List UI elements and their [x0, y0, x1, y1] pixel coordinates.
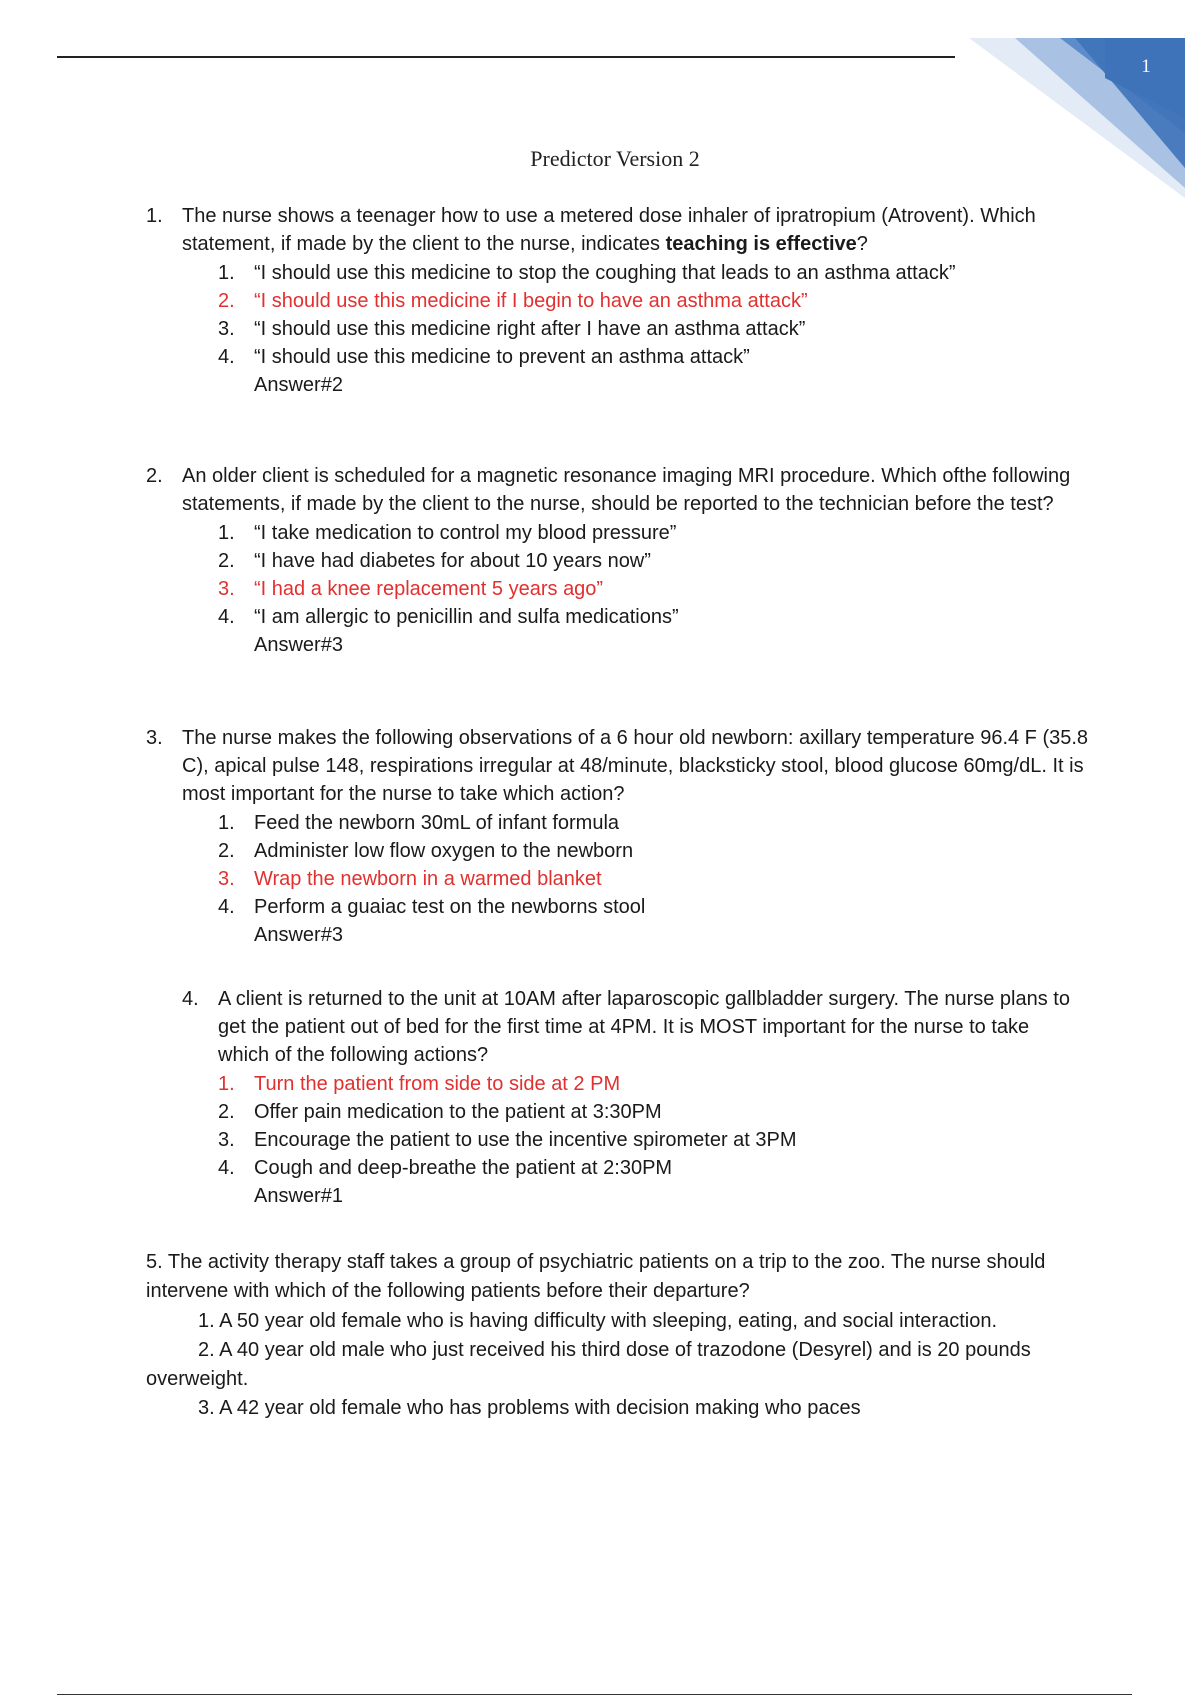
- question-stem: [146, 462, 1086, 518]
- option-4: 4. Perform a guaiac test on the newborns stool: [218, 896, 646, 918]
- document-title: Predictor Version 2: [530, 146, 700, 171]
- option-2: 2. A 40 year old male who just received his third dose of trazodone (Desyrel) and is 20 pounds overweight.: [146, 1339, 1031, 1390]
- option-1-correct: 1. Turn the patient from side to side at 2 PM: [218, 1073, 621, 1095]
- footer-rule: [57, 1694, 1132, 1695]
- option-1: 1. A 50 year old female who is having difficulty with sleeping, eating, and social interaction.: [198, 1310, 997, 1332]
- option-list: [182, 1070, 1082, 1182]
- option-2: 2. Offer pain medication to the patient at 3:30PM: [218, 1101, 662, 1123]
- question-number: 1.: [146, 205, 163, 227]
- question-5: [146, 1248, 1086, 1423]
- option-4: 4. “I should use this medicine to prevent an asthma attack”: [218, 346, 750, 368]
- stem-emphasis: teaching is effective: [665, 233, 857, 255]
- option-list: [146, 519, 1086, 631]
- option-2: 2. Administer low flow oxygen to the newborn: [218, 840, 634, 862]
- question-number: 3.: [146, 727, 163, 749]
- header-rule: [57, 56, 955, 58]
- question-2: [146, 462, 1086, 659]
- answer-key: Answer#3: [254, 924, 343, 946]
- question-3: [146, 724, 1096, 949]
- question-stem: [146, 724, 1096, 808]
- answer-key: Answer#3: [254, 634, 343, 656]
- question-number: 4.: [182, 988, 199, 1010]
- stem-text: An older client is scheduled for a magnetic resonance imaging MRI procedure. Which ofthe following statements, if made by the client to the nurse, should be reported to the technician before the test?: [182, 465, 1071, 515]
- option-1: 1. “I should use this medicine to stop the coughing that leads to an asthma attack”: [218, 262, 956, 284]
- answer-key: Answer#1: [254, 1185, 343, 1207]
- page-number: 1: [1141, 56, 1151, 77]
- stem-text-end: ?: [856, 233, 868, 255]
- option-1: 1. “I take medication to control my blood pressure”: [218, 522, 677, 544]
- question-stem: [182, 985, 1082, 1069]
- question-stem: [146, 1248, 1086, 1306]
- option-3: 3. A 42 year old female who has problems with decision making who paces: [198, 1397, 861, 1419]
- question-stem: [146, 202, 1086, 258]
- option-3-correct: 3. Wrap the newborn in a warmed blanket: [218, 868, 602, 890]
- question-4: [182, 985, 1082, 1210]
- option-4: 4. “I am allergic to penicillin and sulfa medications”: [218, 606, 679, 628]
- option-list: [146, 259, 1086, 371]
- option-2-correct: 2. “I should use this medicine if I begin to have an asthma attack”: [218, 290, 808, 312]
- option-list: [146, 809, 1096, 921]
- stem-text: The nurse shows a teenager how to use a metered dose inhaler of ipratropium (Atrovent). Which statement, if made by the client to the nurse, indicates: [182, 205, 1036, 255]
- question-number: 5.: [146, 1251, 163, 1273]
- option-1: 1. Feed the newborn 30mL of infant formula: [218, 812, 620, 834]
- answer-key: Answer#2: [254, 374, 343, 396]
- question-1: [146, 202, 1086, 399]
- stem-text: The activity therapy staff takes a group of psychiatric patients on a trip to the zoo. The nurse should intervene with which of the following patients before their departure?: [146, 1251, 1046, 1302]
- option-4: 4. Cough and deep-breathe the patient at 2:30PM: [218, 1157, 673, 1179]
- stem-text: The nurse makes the following observations of a 6 hour old newborn: axillary temperature 96.4 F (35.8 C), apical pulse 148, respirations irregular at 48/minute, blacksticky stool, blood glucose 60mg/dL. It is most important for the nurse to take which action?: [182, 727, 1089, 805]
- option-2: 2. “I have had diabetes for about 10 years now”: [218, 550, 651, 572]
- option-3: 3. Encourage the patient to use the incentive spirometer at 3PM: [218, 1129, 797, 1151]
- option-3-correct: 3. “I had a knee replacement 5 years ago”: [218, 578, 604, 600]
- option-list: [146, 1307, 1086, 1423]
- option-3: 3. “I should use this medicine right after I have an asthma attack”: [218, 318, 806, 340]
- stem-text: A client is returned to the unit at 10AM after laparoscopic gallbladder surgery. The nurse plans to get the patient out of bed for the first time at 4PM. It is MOST important for the nurse to take which of the following actions?: [218, 988, 1070, 1066]
- question-number: 2.: [146, 465, 163, 487]
